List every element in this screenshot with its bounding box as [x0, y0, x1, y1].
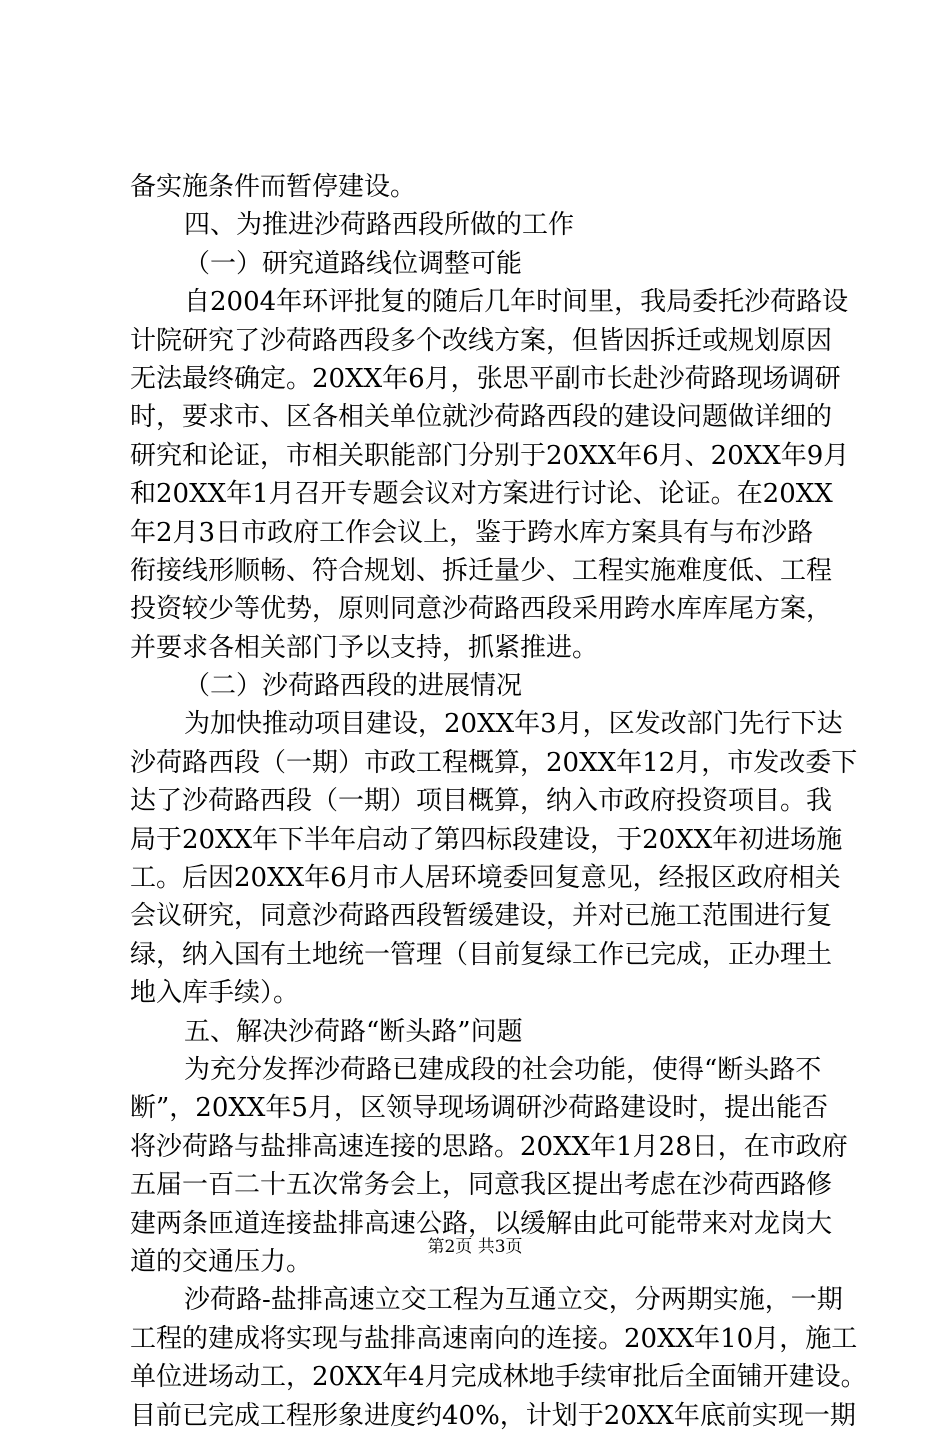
text-line: 工。后因20XX年6月市人居环境委回复意见，经报区政府相关 [130, 863, 841, 894]
page-number: 第2页 共3页 [427, 1237, 523, 1257]
text-line: 局于20XX年下半年启动了第四标段建设，于20XX年初进场施 [130, 824, 843, 855]
text-line: 建两条匝道连接盐排高速公路，以缓解由此可能带来对龙岗大 [130, 1208, 833, 1239]
text-line: 计院研究了沙荷路西段多个改线方案，但皆因拆迁或规划原因 [130, 325, 833, 356]
text-line: 五届一百二十五次常务会上，同意我区提出考虑在沙荷西路修 [130, 1170, 833, 1201]
text-line: 为充分发挥沙荷路已建成段的社会功能，使得“断头路不 [184, 1054, 822, 1085]
text-line: 达了沙荷路西段（一期）项目概算，纳入市政府投资项目。我 [130, 786, 833, 817]
text-line: 工程的建成将实现与盐排高速南向的连接。20XX年10月，施工 [130, 1323, 858, 1354]
text-line: 和20XX年1月召开专题会议对方案进行讨论、论证。在20XX [130, 479, 833, 510]
text-line: 无法最终确定。20XX年6月，张思平副市长赴沙荷路现场调研 [130, 363, 841, 394]
text-line: 备实施条件而暂停建设。 [130, 172, 417, 202]
text-line: 衔接线形顺畅、符合规划、拆迁量少、工程实施难度低、工程 [130, 555, 833, 586]
page-footer [0, 1236, 950, 1258]
subsection-heading: （二）沙荷路西段的进展情况 [184, 671, 523, 702]
text-line: 自2004年环评批复的随后几年时间里，我局委托沙荷路设 [184, 287, 849, 318]
text-line: 沙荷路西段（一期）市政工程概算，20XX年12月，市发改委下 [130, 747, 858, 778]
section-heading: 五、解决沙荷路“断头路”问题 [184, 1016, 523, 1047]
text-line: 目前已完成工程形象进度约40%，计划于20XX年底前实现一期 [130, 1400, 856, 1431]
text-line: 道的交通压力。 [130, 1246, 313, 1277]
text-line: 沙荷路-盐排高速立交工程为互通立交，分两期实施，一期 [184, 1285, 843, 1316]
text-line: 投资较少等优势，原则同意沙荷路西段采用跨水库库尾方案， [130, 594, 833, 625]
text-line: 断”，20XX年5月，区领导现场调研沙荷路建设时，提出能否 [130, 1093, 828, 1124]
text-line: 单位进场动工，20XX年4月完成林地手续审批后全面铺开建设。 [130, 1362, 867, 1393]
text-line: 年2月3日市政府工作会议上，鉴于跨水库方案具有与布沙路 [130, 517, 814, 548]
text-line: 并要求各相关部门予以支持，抓紧推进。 [130, 632, 599, 663]
text-line: 为加快推动项目建设，20XX年3月，区发改部门先行下达 [184, 709, 843, 740]
text-line: 地入库手续）。 [130, 978, 300, 1009]
subsection-heading: （一）研究道路线位调整可能 [184, 248, 523, 279]
text-line: 绿，纳入国有土地统一管理（目前复绿工作已完成，正办理土 [130, 939, 833, 970]
text-line: 将沙荷路与盐排高速连接的思路。20XX年1月28日，在市政府 [130, 1131, 848, 1162]
text-line: 会议研究，同意沙荷路西段暂缓建设，并对已施工范围进行复 [130, 901, 833, 932]
section-heading: 四、为推进沙荷路西段所做的工作 [184, 210, 575, 241]
text-line: 研究和论证，市相关职能部门分别于20XX年6月、20XX年9月 [130, 440, 850, 471]
text-line: 时，要求市、区各相关单位就沙荷路西段的建设问题做详细的 [130, 402, 833, 433]
